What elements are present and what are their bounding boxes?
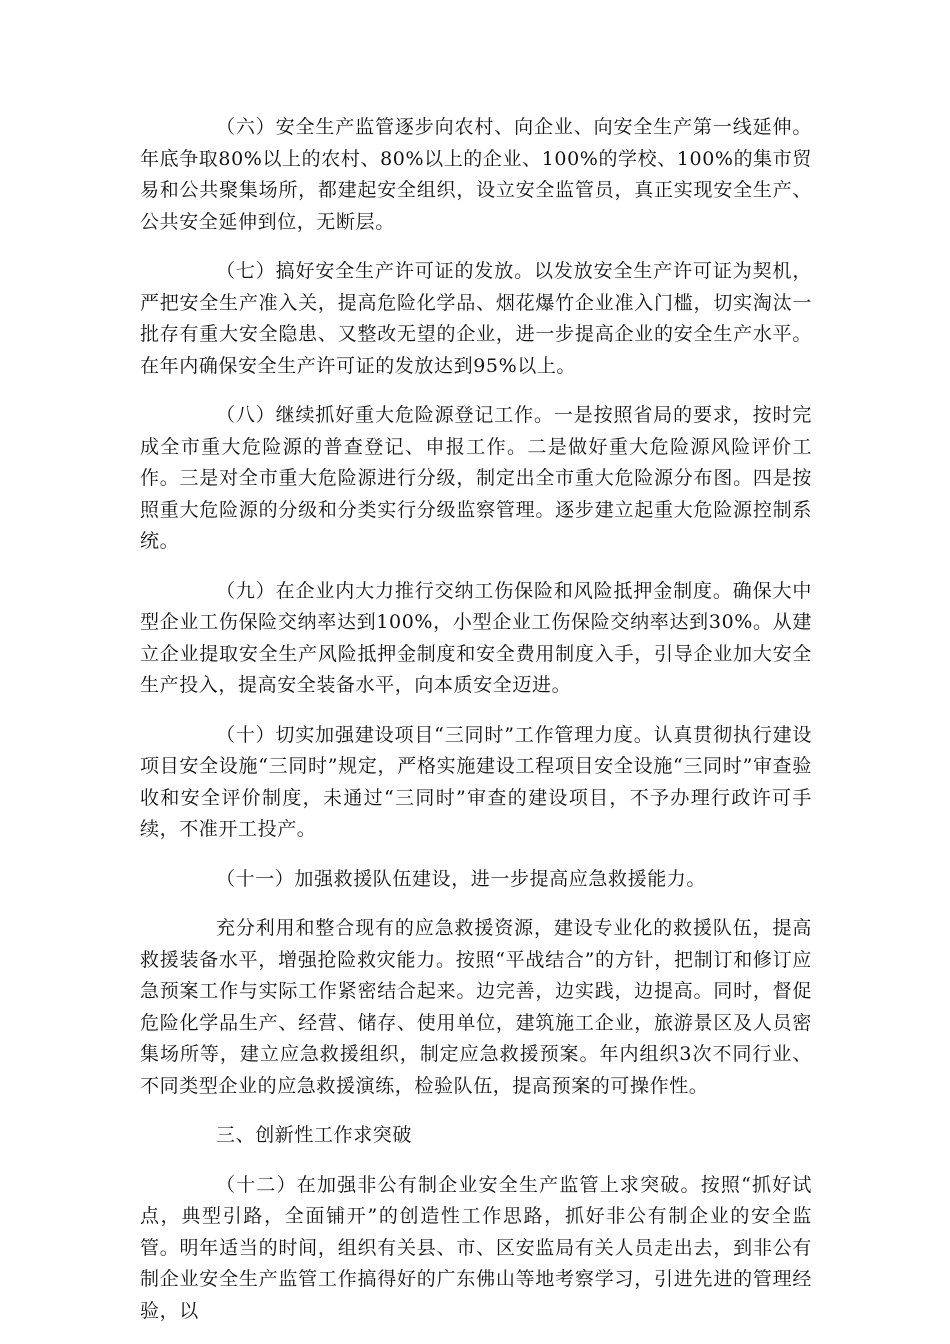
paragraph-item-9: （九）在企业内大力推行交纳工伤保险和风险抵押金制度。确保大中型企业工伤保险交纳率达到100%，小型企业工伤保险交纳率达到30%。从建立企业提取安全生产风险抵押金制度和安全费用制度入手，引导企业加大安全生产投入，提高安全装备水平，向本质安全迈进。 bbox=[140, 579, 812, 696]
section-heading-innovation: 三、创新性工作求突破 bbox=[216, 1124, 413, 1146]
paragraph-item-6: （六）安全生产监管逐步向农村、向企业、向安全生产第一线延伸。年底争取80%以上的农村、80%以上的企业、100%的学校、100%的集市贸易和公共聚集场所，都建起安全组织，设立安全监管员，真正实现安全生产、公共安全延伸到位，无断层。 bbox=[140, 116, 812, 233]
paragraph-item-10: （十）切实加强建设项目“三同时”工作管理力度。认真贯彻执行建设项目安全设施“三同时”规定，严格实施建设工程项目安全设施“三同时”审查验收和安全评价制度，未通过“三同时”审查的建设项目，不予办理行政许可手续，不准开工投产。 bbox=[140, 723, 812, 840]
paragraph-item-12: （十二）在加强非公有制企业安全生产监管上求突破。按照“抓好试点，典型引路，全面铺开”的创造性工作思路，抓好非公有制企业的安全监管。明年适当的时间，组织有关县、市、区安监局有关人员走出去，到非公有制企业安全生产监管工作搞得好的广东佛山等地考察学习，引进先进的管理经验，以 bbox=[140, 1173, 812, 1322]
paragraph-emergency-rescue: 充分利用和整合现有的应急救援资源，建设专业化的救援队伍，提高救援装备水平，增强抢险救灾能力。按照“平战结合”的方针，把制订和修订应急预案工作与实际工作紧密结合起来。边完善，边实践，边提高。同时，督促危险化学品生产、经营、储存、使用单位，建筑施工企业，旅游景区及人员密集场所等，建立应急救援组织，制定应急救援预案。年内组织3次不同行业、不同类型企业的应急救援演练，检验队伍，提高预案的可操作性。 bbox=[140, 917, 812, 1097]
paragraph-item-11-heading: （十一）加强救援队伍建设，进一步提高应急救援能力。 bbox=[216, 867, 707, 890]
document-body bbox=[140, 112, 812, 1327]
paragraph-item-8: （八）继续抓好重大危险源登记工作。一是按照省局的要求，按时完成全市重大危险源的普查登记、申报工作。二是做好重大危险源风险评价工作。三是对全市重大危险源进行分级，制定出全市重大危险源分布图。四是按照重大危险源的分级和分类实行分级监察管理。逐步建立起重大危险源控制系统。 bbox=[140, 404, 812, 552]
paragraph-item-7: （七）搞好安全生产许可证的发放。以发放安全生产许可证为契机，严把安全生产准入关，提高危险化学品、烟花爆竹企业准入门槛，切实淘汰一批存有重大安全隐患、又整改无望的企业，进一步提高企业的安全生产水平。在年内确保安全生产许可证的发放达到95%以上。 bbox=[140, 260, 812, 377]
